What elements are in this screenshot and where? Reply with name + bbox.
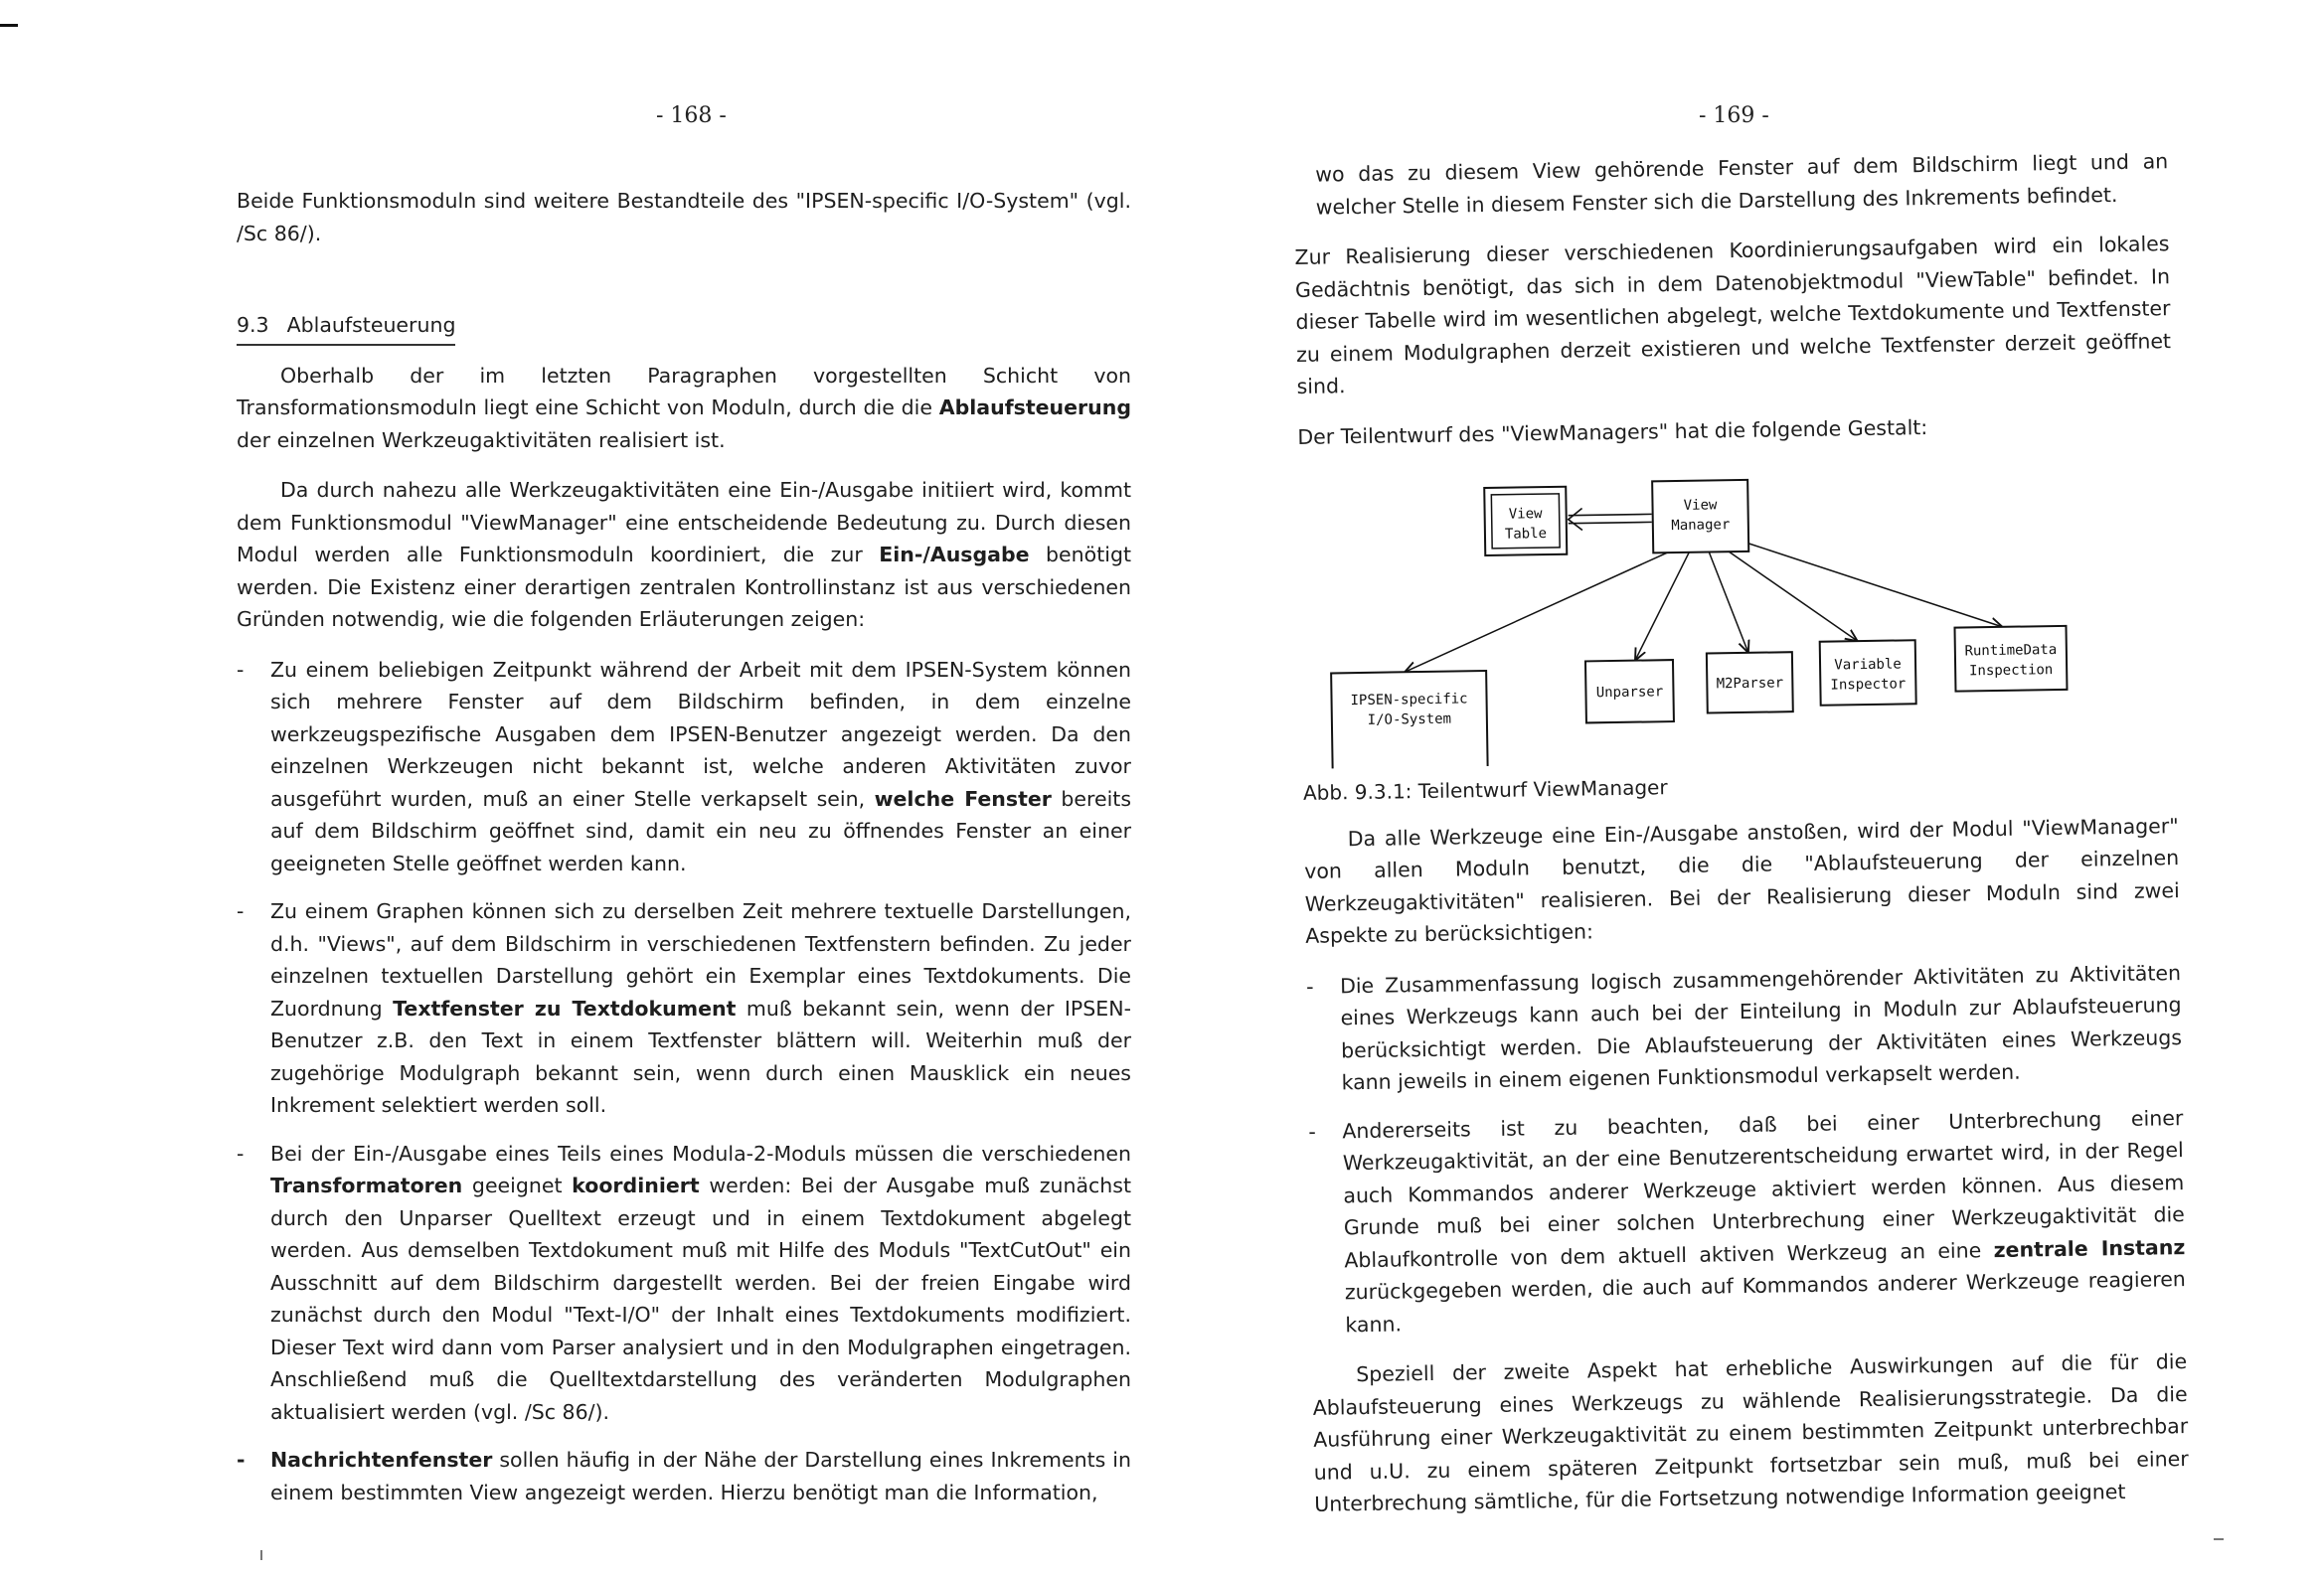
list-dash: - bbox=[237, 1448, 246, 1472]
list-text: geeignet bbox=[462, 1174, 573, 1197]
list-text: Zu einem Graphen können sich zu derselben Zeit mehrere textuelle Darstellungen, d.h. "Views", auf dem Bildschirm in verschiedenen Textfenstern befinden. Zu jeder einzelnen textuellen Darstellung gehört ein Exemplar eines Textdokuments. Die Zuordnung bbox=[270, 899, 1131, 1021]
page-number-168: - 168 - bbox=[656, 103, 727, 128]
paragraph-viewtable: Zur Realisierung dieser verschiedenen Koordinierungsaufgaben wird ein lokales Gedächtnis benötigt, das sich in dem Datenobjektmodul "ViewTable" befindet. In dieser Tabelle wird im wesentlichen abgelegt, welche Textdokumente und Textfenster zu einem Modulgraphen derzeit existieren und welche Textfenster derzeit geöffnet sind. bbox=[1294, 232, 2172, 398]
unparser-label: Unparser bbox=[1595, 684, 1664, 702]
runtimedata-label-line1: RuntimeData bbox=[1964, 641, 2058, 660]
view-table-label-line1: View bbox=[1508, 506, 1543, 523]
paragraph-viewmanager bbox=[237, 474, 1131, 636]
paragraph-schicht bbox=[237, 360, 1131, 457]
bold-term: Textfenster zu Textdokument bbox=[393, 996, 737, 1021]
m2parser-box bbox=[1707, 652, 1793, 712]
section-number: 9.3 bbox=[237, 313, 269, 337]
list-text: muß bekannt sein, wenn der IPSEN-Benutzer z.B. den Text in einem Textfenster blättern will. Weiterhin muß der zugehörige Modulgraph bekannt sein, wenn durch einen Mausklick ein neues Inkrement selektiert werden soll. bbox=[270, 996, 1131, 1117]
list-text: Die Zusammenfassung logisch zusammengehörender Aktivitäten zu Aktivitäten eines Werkzeugs kann auch bei der Einteilung in Moduln zur Ablaufsteuerung berücksichtigt werden. Die Ablaufsteuerung der Aktivitäten eines Werkzeugs kann jeweils in einem eigenen Funktionsmodul verkapselt werden. bbox=[1339, 960, 2183, 1095]
io-system-label-line1: IPSEN-specific bbox=[1350, 691, 1468, 710]
scan-speck bbox=[260, 1550, 262, 1560]
viewmanager-diagram bbox=[1298, 457, 2178, 769]
paragraph-diagram-intro: Der Teilentwurf des "ViewManagers" hat die folgende Gestalt: bbox=[1297, 414, 1928, 449]
bold-term: Nachrichtenfenster bbox=[270, 1448, 493, 1472]
paragraph-final: Speziell der zweite Aspekt hat erhebliche Auswirkungen auf die für die Ablaufsteuerung eines Werkzeugs zu wählende Realisierungsstrategie. Da die Ausführung einer Werkzeugaktivität zu einem bestimmten Zeitpunkt unterbrechbar und u.U. zu einem späteren Zeitpunkt fortsetzbar sein muß, muß bei einer Unterbrechung sämtliche, für die Fortsetzung notwendige Information geeignet bbox=[1312, 1349, 2189, 1516]
right-page-content bbox=[1293, 145, 2190, 1538]
arrow-viewmanager-to-viewtable bbox=[1569, 507, 1652, 530]
diagram-svg bbox=[1298, 457, 2178, 769]
paragraph-text: Oberhalb der im letzten Paragraphen vorgestellten Schicht von Transformationsmoduln liegt eine Schicht von Moduln, durch die die bbox=[237, 363, 1131, 419]
bold-term-zentrale-instanz: zentrale Instanz bbox=[1993, 1234, 2186, 1262]
bold-term-ein-ausgabe: Ein-/Ausgabe bbox=[879, 543, 1030, 566]
right-bullet-list bbox=[1306, 957, 2187, 1341]
view-manager-label-line2: Manager bbox=[1671, 517, 1731, 535]
paragraph-text: der einzelnen Werkzeugaktivitäten realisiert ist. bbox=[237, 427, 726, 452]
view-manager-box bbox=[1652, 480, 1748, 552]
paragraph-text: benötigt werden. Die Existenz einer derartigen zentralen Kontrollinstanz ist aus verschiedenen Gründen notwendig, wie die folgenden Erläuterungen zeigen: bbox=[237, 543, 1131, 631]
runtimedata-label-line2: Inspection bbox=[1968, 662, 2054, 680]
list-text: bereits auf dem Bildschirm geöffnet sind, damit ein neu zu öffnendes Fenster an einer geeigneten Stelle geöffnet werden kann. bbox=[270, 786, 1132, 875]
list-text: Bei der Ein-/Ausgabe eines Teils eines Modula-2-Moduls müssen die verschiedenen bbox=[270, 1141, 1131, 1166]
section-heading bbox=[237, 309, 455, 346]
list-dash: - bbox=[237, 1141, 245, 1166]
list-text: zurückgegeben werden, die auch auf Kommandos anderer Werkzeuge reagieren kann. bbox=[1344, 1267, 2187, 1337]
list-item bbox=[237, 1444, 1131, 1508]
variable-inspector-label-line2: Inspector bbox=[1830, 676, 1907, 694]
list-dash: - bbox=[237, 657, 245, 682]
list-text: werden: Bei der Ausgabe muß zunächst durch den Unparser Quelltext erzeugt und in einem Textdokument abgelegt werden. Aus demselben Textdokument muß mit Hilfe des Moduls "TextCutOut" ein Ausschnitt auf dem Bildschirm dargestellt werden. Bei der freien Eingabe wird zunächst durch den Modul "Text-I/O" der Inhalt eines Textdokuments modifiziert. Dieser Text wird dann vom Parser analysiert und in den Modulgraphen eingetragen. Anschließend muß die Quelltextdarstellung des veränderten Modulgraphen aktualisiert werden (vgl. /Sc 86/). bbox=[270, 1174, 1132, 1424]
bold-term-ablaufsteuerung: Ablaufsteuerung bbox=[938, 395, 1131, 419]
view-table-box bbox=[1484, 487, 1567, 555]
list-text: Zu einem beliebigen Zeitpunkt während der Arbeit mit dem IPSEN-System können sich mehrere Fenster auf dem Bildschirm befinden, in dem einzelne werkzeugspezifische Ausgaben dem IPSEN-Benutzer angezeigt werden. Da den einzelnen Werkzeugen nicht bekannt ist, welche anderen Aktivitäten zuvor ausgeführt wurden, muß an einer Stelle verkapselt sein, bbox=[270, 657, 1131, 811]
section-title: Ablaufsteuerung bbox=[286, 313, 456, 337]
paragraph-aspects: Da alle Werkzeuge eine Ein-/Ausgabe anstoßen, wird der Modul "ViewManager" von allen Moduln benutzt, die die "Ablaufsteuerung der einzelnen Werkzeugaktivitäten" realisieren. Bei der Realisierung dieser Moduln sind zwei Aspekte zu berücksichtigen: bbox=[1304, 813, 2180, 948]
continuation-paragraph: wo das zu diesem View gehörende Fenster auf dem Bildschirm liegt und an welcher Stelle in diesem Fenster sich die Darstellung des Inkrements befindet. bbox=[1315, 149, 2169, 220]
bold-term: Transformatoren bbox=[270, 1174, 463, 1197]
list-item bbox=[237, 1138, 1131, 1429]
variable-inspector-box bbox=[1820, 640, 1916, 706]
page-number-169: - 169 - bbox=[1699, 103, 1769, 128]
bold-term: koordiniert bbox=[572, 1174, 700, 1197]
list-dash: - bbox=[1305, 974, 1314, 999]
bold-term: welche Fenster bbox=[874, 786, 1052, 811]
list-dash: - bbox=[1308, 1119, 1316, 1144]
left-page-content bbox=[237, 185, 1131, 1526]
view-manager-label-line1: View bbox=[1683, 497, 1718, 514]
m2parser-label: M2Parser bbox=[1716, 675, 1784, 693]
list-item bbox=[237, 895, 1131, 1122]
list-text: sollen häufig in der Nähe der Darstellung eines Inkrements in einem bestimmten View angezeigt werden. Hierzu benötigt man die Information, bbox=[270, 1448, 1131, 1504]
io-system-box bbox=[1331, 671, 1488, 769]
list-item bbox=[1306, 957, 2183, 1100]
variable-inspector-label-line1: Variable bbox=[1834, 656, 1902, 674]
left-bullet-list bbox=[237, 654, 1131, 1509]
list-text: Andererseits ist zu beachten, daß bei einer Unterbrechung einer Werkzeugaktivität, an der eine Benutzerentscheidung erwartet wird, in der Regel auch Kommandos anderer Werkzeuge aktiviert werden können. Aus diesem Grunde muß bei einer solchen Unterbrechung einer Werkzeugaktivität die Ablaufkontrolle von dem aktuell aktiven Werkzeug an eine bbox=[1342, 1105, 2185, 1272]
paragraph-text: Da durch nahezu alle Werkzeugaktivitäten eine Ein-/Ausgabe initiiert wird, kommt dem Funktionsmodul "ViewManager" eine entscheidende Bedeutung zu. Durch diesen Modul werden alle Funktionsmoduln koordiniert, die zur bbox=[237, 478, 1131, 566]
right-page bbox=[1162, 0, 2324, 1577]
list-item bbox=[1308, 1102, 2186, 1341]
figure-caption: Abb. 9.3.1: Teilentwurf ViewManager bbox=[1302, 775, 1668, 805]
list-dash: - bbox=[237, 899, 245, 923]
io-system-label-line2: I/O-System bbox=[1367, 710, 1452, 728]
runtimedata-inspection-box bbox=[1954, 626, 2067, 692]
scan-speck bbox=[2214, 1538, 2224, 1540]
view-table-label-line2: Table bbox=[1504, 526, 1548, 543]
intro-paragraph: Beide Funktionsmoduln sind weitere Bestandteile des "IPSEN-specific I/O-System" (vgl. /Sc 86/). bbox=[237, 189, 1131, 245]
unparser-box bbox=[1585, 660, 1674, 722]
list-item bbox=[237, 654, 1131, 880]
